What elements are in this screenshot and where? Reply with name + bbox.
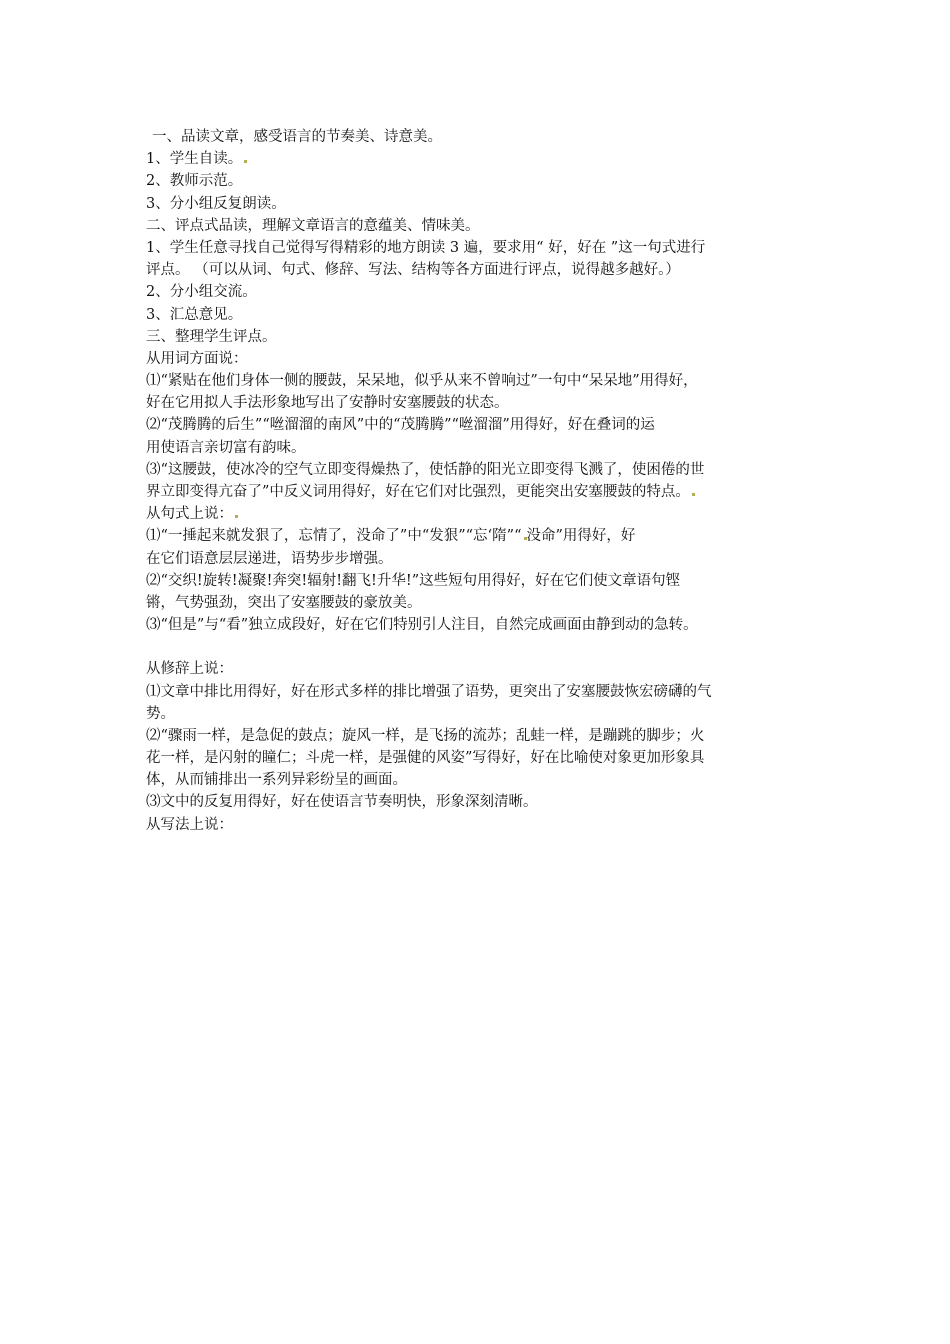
paragraph-line: 评点。 （可以从词、句式、修辞、写法、结构等各方面进行评点，说得越多越好。） xyxy=(146,262,680,279)
list-item: 2、分小组交流。 xyxy=(146,284,257,301)
mark-dot xyxy=(235,515,238,518)
paragraph-line: 锵，气势强劲，突出了安塞腰鼓的豪放美。 xyxy=(146,594,422,611)
text: 界立即变得亢奋了”中反义词用得好，好在它们对比强烈，更能突出安塞腰鼓的特点。 xyxy=(146,484,690,500)
list-item: 2、教师示范。 xyxy=(146,173,243,190)
paragraph-line: ⑴文章中排比用得好，好在形式多样的排比增强了语势，更突出了安塞腰鼓恢宏磅礴的气 xyxy=(146,683,712,700)
text: 1、学生自读。 xyxy=(146,151,243,168)
paragraph-line: 好在它用拟人手法形象地写出了安静时安塞腰鼓的状态。 xyxy=(146,395,509,412)
text: 从句式上说： xyxy=(146,506,233,523)
paragraph-line: 花一样，是闪射的瞳仁；斗虎一样，是强健的风姿”写得好，好在比喻使对象更加形象具 xyxy=(146,750,705,767)
subheading xyxy=(146,503,826,525)
paragraph-line: ⑶“这腰鼓，使冰冷的空气立即变得燥热了，使恬静的阳光立即变得飞溅了，使困倦的世 xyxy=(146,461,705,478)
paragraph-line: ⑵“骤雨一样，是急促的鼓点；旋风一样，是飞扬的流苏；乱蛙一样，是蹦跳的脚步；火 xyxy=(146,727,705,744)
paragraph-line xyxy=(146,481,826,503)
section-heading-2: 二、评点式品读，理解文章语言的意蕴美、情味美。 xyxy=(146,217,480,234)
paragraph-line: 势。 xyxy=(146,705,175,722)
paragraph-line: 用使语言亲切富有韵味。 xyxy=(146,439,306,456)
section-heading-3: 三、整理学生评点。 xyxy=(146,328,277,345)
mark-dot xyxy=(692,493,695,496)
list-item xyxy=(146,148,826,170)
section-heading-1: 一、品读文章，感受语言的节奏美、诗意美。 xyxy=(152,129,442,145)
paragraph-line xyxy=(146,525,826,547)
paragraph-line: ⑵“茂腾腾的后生”“咝溜溜的南风”中的“茂腾腾”“咝溜溜”用得好，好在叠词的运 xyxy=(146,417,655,434)
text: 没命”用得好，好 xyxy=(526,528,636,545)
subheading: 从写法上说： xyxy=(146,816,233,833)
paragraph-line: 1、学生任意寻找自己觉得写得精彩的地方朗读 3 遍，要求用“ 好，好在 ”这一句式进行 xyxy=(146,239,706,256)
paragraph-line: ⑵“交织!旋转!凝聚!奔突!辐射!翻飞!升华!”这些短句用得好，好在它们使文章语句铿 xyxy=(146,572,681,589)
paragraph-line: ⑶文中的反复用得好，好在使语言节奏明快，形象深刻清晰。 xyxy=(146,794,538,811)
paragraph-line: 体，从而铺排出一系列异彩纷呈的画面。 xyxy=(146,772,407,789)
subheading: 从修辞上说： xyxy=(146,661,233,678)
text: ⑴“一捶起来就发狠了，忘情了，没命了”中“发狠”“忘‘隋”“ xyxy=(146,528,522,545)
paragraph-line: ⑶“但是”与“看”独立成段好，好在它们特别引人注目，自然完成画面由静到动的急转。 xyxy=(146,617,698,634)
subheading: 从用词方面说： xyxy=(146,350,248,367)
list-item: 3、分小组反复朗读。 xyxy=(146,195,286,212)
blank-line xyxy=(146,636,826,658)
document-body xyxy=(146,126,826,836)
list-item: 3、汇总意见。 xyxy=(146,306,243,323)
paragraph-line: 在它们语意层层递进，语势步步增强。 xyxy=(146,550,393,567)
paragraph-line: ⑴“紧贴在他们身体一侧的腰鼓，呆呆地，似乎从来不曾响过”一句中“呆呆地”用得好， xyxy=(146,373,698,390)
mark-dot xyxy=(244,160,247,163)
